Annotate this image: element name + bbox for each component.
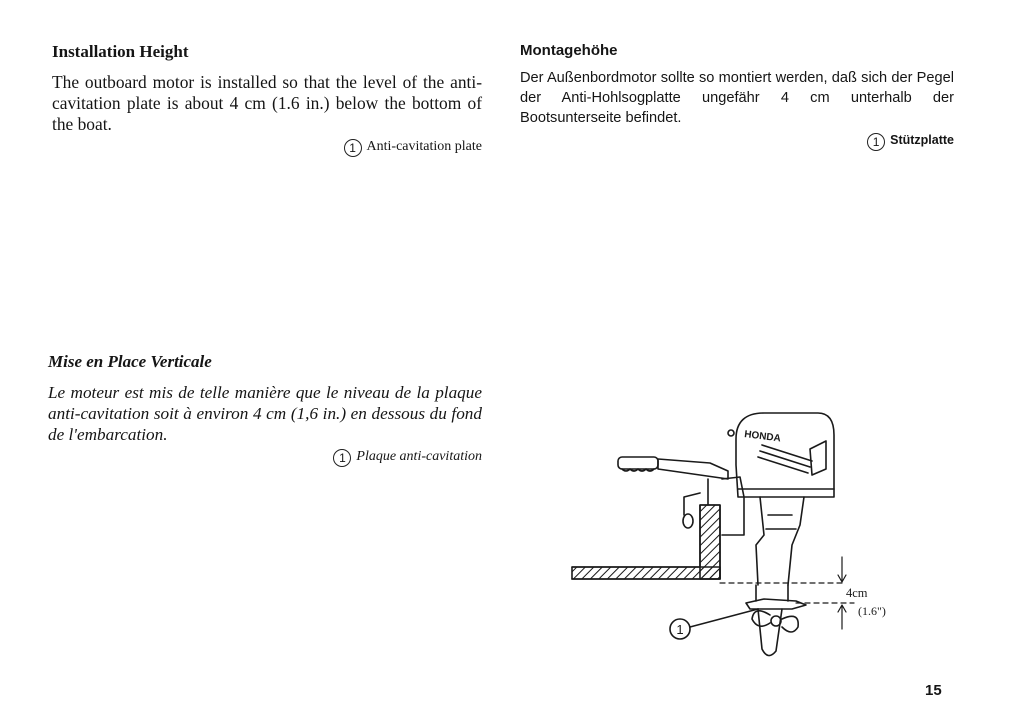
boat-hull (572, 505, 720, 579)
french-legend (48, 449, 482, 467)
german-heading: Montagehöhe (520, 42, 618, 59)
french-legend-label: Plaque anti-cavitation (356, 449, 482, 464)
dimension-annotation (720, 557, 854, 629)
dimension-metric: 4cm (846, 586, 868, 600)
french-section (48, 352, 482, 467)
anti-cavitation-plate (746, 599, 806, 609)
motor-shaft (756, 497, 804, 585)
honda-logo-text: HONDA (743, 429, 782, 445)
french-legend-number: 1 (333, 449, 351, 467)
french-body: Le moteur est mis de telle manière que le niveau de la plaque anti-cavitation soit à environ 4 cm (1,6 in.) en dessous du fond de l'embarcation. (48, 383, 482, 444)
engine-cowling (728, 413, 834, 497)
callout-1 (670, 609, 758, 639)
tiller-handle (618, 457, 728, 479)
german-section (520, 42, 954, 151)
french-heading: Mise en Place Verticale (48, 352, 212, 371)
outboard-motor-diagram (560, 405, 940, 667)
german-legend (520, 133, 954, 151)
german-legend-label: Stützplatte (890, 133, 954, 147)
german-body: Der Außenbordmotor sollte so montiert werden, daß sich der Pegel der Anti-Hohlsogplatte ungefähr 4 cm unterhalb der Bootsunterseite befindet. (520, 70, 954, 126)
callout-number: 1 (676, 622, 684, 637)
english-legend-number: 1 (344, 139, 362, 157)
page-number: 15 (925, 682, 942, 699)
lower-unit (756, 585, 788, 656)
english-legend-label: Anti-cavitation plate (366, 139, 482, 154)
english-section (52, 42, 482, 157)
english-body: The outboard motor is installed so that the level of the anti-cavitation plate is about 4 cm (1.6 in.) below the bottom of the boat. (52, 72, 482, 134)
english-legend (52, 139, 482, 157)
english-heading: Installation Height (52, 42, 189, 61)
german-legend-number: 1 (867, 133, 885, 151)
dimension-imperial: (1.6") (858, 604, 886, 618)
